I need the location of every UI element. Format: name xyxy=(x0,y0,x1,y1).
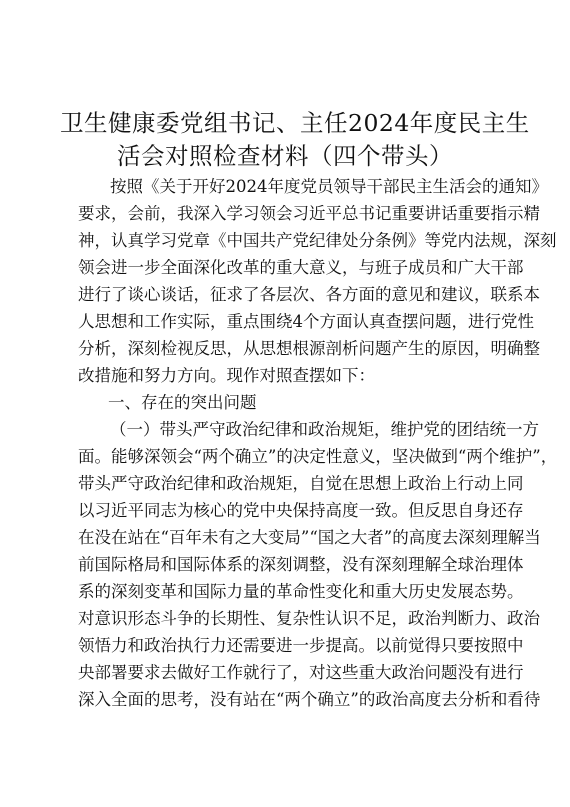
body-line-13: 在没在站在“百年未有之大变局”“国之大者”的高度去深刻理解当 xyxy=(78,528,541,547)
body-line-12: 以习近平同志为核心的党中央保持高度一致。但反思自身还存 xyxy=(78,501,524,520)
body-line-1: 按照《关于开好2024年度党员领导干部民主生活会的通知》 xyxy=(110,177,548,196)
body-line-2: 要求，会前，我深入学习领会习近平总书记重要讲话重要指示精 xyxy=(78,204,540,223)
body-line-15: 系的深刻变革和国际力量的革命性变化和重大历史发展态势。 xyxy=(78,582,524,601)
body-line-18: 央部署要求去做好工作就行了，对这些重大政治问题没有进行 xyxy=(78,663,524,682)
body-line-8: 改措施和努力方向。现作对照查摆如下： xyxy=(78,366,375,385)
body-line-16: 对意识形态斗争的长期性、复杂性认识不足，政治判断力、政治 xyxy=(78,609,540,628)
body-line-5: 进行了谈心谈话，征求了各层次、各方面的意见和建议，联系本 xyxy=(78,285,540,304)
body-line-9: （一）带头严守政治纪律和政治规矩，维护党的团结统一方 xyxy=(110,420,539,439)
section-heading: 一、存在的突出问题 xyxy=(108,393,257,412)
body-line-6: 人思想和工作实际，重点围绕4个方面认真查摆问题，进行党性 xyxy=(78,312,534,331)
body-line-4: 领会进一步全面深化改革的重大意义，与班子成员和广大干部 xyxy=(78,258,524,277)
body-line-19: 深入全面的思考，没有站在“两个确立”的政治高度去分析和看待 xyxy=(78,690,541,709)
body-line-3: 神，认真学习党章《中国共产党纪律处分条例》等党内法规，深刻 xyxy=(78,231,557,250)
body-line-7: 分析，深刻检视反思，从思想根源剖析问题产生的原因，明确整 xyxy=(78,339,540,358)
document-title-line-2: 活会对照检查材料（四个带头） xyxy=(117,142,453,170)
body-line-10: 面。能够深领会“两个确立”的决定性意义，坚决做到“两个维护”， xyxy=(78,447,558,466)
body-line-14: 前国际格局和国际体系的深刻调整，没有深刻理解全球治理体 xyxy=(78,555,524,574)
document-title-line-1: 卫生健康委党组书记、主任2024年度民主生 xyxy=(60,109,530,137)
body-line-11: 带头严守政治纪律和政治规矩，自觉在思想上政治上行动上同 xyxy=(78,474,524,493)
body-line-17: 领悟力和政治执行力还需要进一步提高。以前觉得只要按照中 xyxy=(78,636,524,655)
